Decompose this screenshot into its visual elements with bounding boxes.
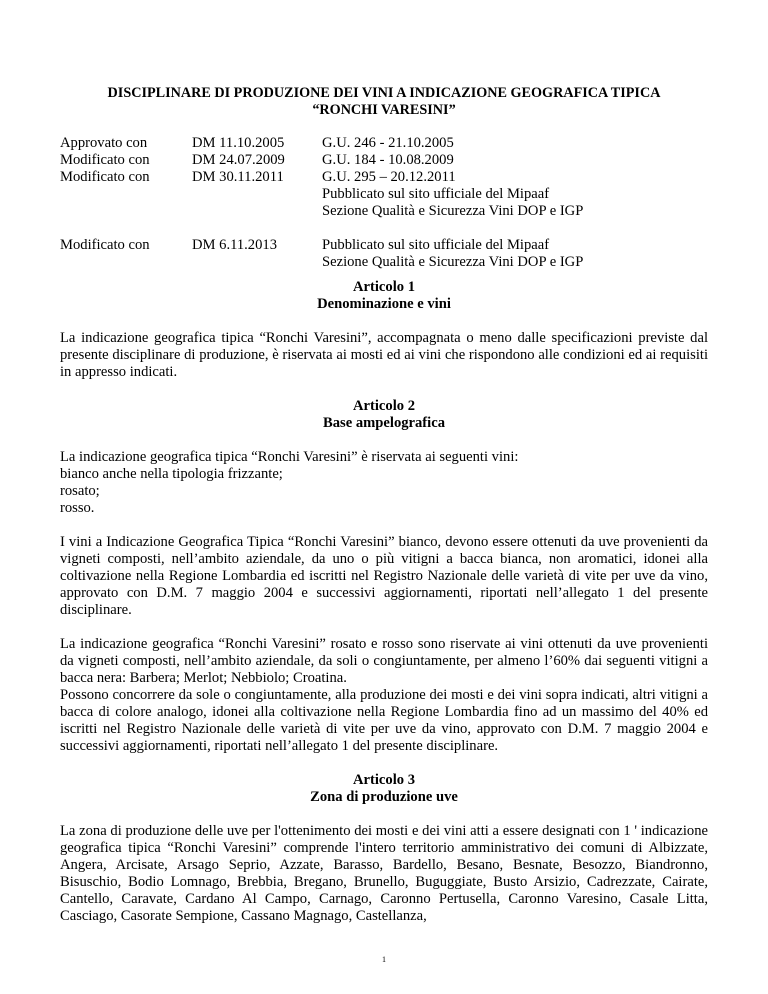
approval-label: Approvato con <box>60 135 148 151</box>
title-line-1: DISCIPLINARE DI PRODUZIONE DEI VINI A INDICAZIONE GEOGRAFICA TIPICA <box>107 85 661 101</box>
wine-type: bianco anche nella tipologia frizzante; <box>60 466 283 482</box>
article-2-intro <box>60 449 708 517</box>
document-title <box>60 85 708 119</box>
approval-gazette: G.U. 184 - 10.08.2009 <box>322 152 454 168</box>
article-2-heading <box>60 398 708 432</box>
page-number: 1 <box>382 955 386 964</box>
approval-gazette <box>322 237 583 271</box>
title-line-2: “RONCHI VARESINI” <box>312 102 456 118</box>
approval-decree: DM 6.11.2013 <box>192 237 277 253</box>
approval-gazette-line: Sezione Qualità e Sicurezza Vini DOP e IGP <box>322 203 584 219</box>
article-1-heading <box>60 279 708 313</box>
article-2-para-1 <box>60 534 708 619</box>
approval-decree: DM 11.10.2005 <box>192 135 285 151</box>
approval-row <box>60 152 680 169</box>
article-number: Articolo 1 <box>352 279 415 295</box>
approval-gazette-line: G.U. 295 – 20.12.2011 <box>322 169 456 185</box>
approval-label: Modificato con <box>60 169 150 185</box>
approval-label: Modificato con <box>60 237 150 253</box>
approval-row <box>60 135 680 152</box>
article-number: Articolo 3 <box>352 772 415 788</box>
article-title: Zona di produzione uve <box>310 789 458 805</box>
wine-type: rosso. <box>60 500 95 516</box>
paragraph: La zona di produzione delle uve per l'ottenimento dei mosti e dei vini atti a essere designati con 1 ' indicazione geografica tipica “Ronchi Varesini” comprende l'intero territorio amministrativo dei comuni di Albizzate, Angera, Arcisate, Arsago Seprio, Azzate, Barasso, Bardello, Besano, Besnate, Besozzo, Biandronno, Bisuschio, Bodio Lomnago, Brebbia, Bregano, Brunello, Buguggiate, Busto Arsizio, Cadrezzate, Cairate, Cantello, Caravate, Cardano Al Campo, Carnago, Caronno Pertusella, Caronno Varesino, Casale Litta, Casciago, Casorate Sempione, Cassano Magnago, Castellanza, <box>60 823 708 924</box>
approval-decree: DM 24.07.2009 <box>192 152 285 168</box>
approval-label: Modificato con <box>60 152 150 168</box>
wine-type: rosato; <box>60 483 100 499</box>
approval-row <box>60 169 680 237</box>
approval-gazette-line: Sezione Qualità e Sicurezza Vini DOP e IGP <box>322 254 584 270</box>
article-3-text <box>60 823 708 925</box>
paragraph: Possono concorrere da sole o congiuntamente, alla produzione dei mosti e dei vini sopra indicati, altri vitigni a bacca di colore analogo, idonei alla coltivazione nella Regione Lombardia fino ad un massimo del 40% ed iscritti nel Registro Nazionale delle varietà di vite per uve da vino, approvato con D.M. 7 maggio 2004 e successivi aggiornamenti, riportati nell’allegato 1 del presente disciplinare. <box>60 687 708 754</box>
paragraph: La indicazione geografica tipica “Ronchi Varesini” è riservata ai seguenti vini: <box>60 449 519 465</box>
approval-gazette <box>322 169 583 220</box>
paragraph: La indicazione geografica “Ronchi Varesini” rosato e rosso sono riservate ai vini ottenuti da uve provenienti da vigneti composti, nell’ambito aziendale, da soli o congiuntamente, per almeno l’60% dai seguenti vitigni a bacca nera: Barbera; Merlot; Nebbiolo; Croatina. <box>60 636 708 686</box>
approval-gazette-line: Pubblicato sul sito ufficiale del Mipaaf <box>322 186 550 202</box>
article-3-heading <box>60 772 708 806</box>
article-title: Denominazione e vini <box>317 296 451 312</box>
approval-decree: DM 30.11.2011 <box>192 169 284 185</box>
article-2-para-2 <box>60 636 708 755</box>
article-number: Articolo 2 <box>352 398 415 414</box>
paragraph: La indicazione geografica tipica “Ronchi Varesini”, accompagnata o meno dalle specificazioni previste dal presente disciplinare di produzione, è riservata ai mosti ed ai vini che rispondono alle condizioni ed ai requisiti in appresso indicati. <box>60 330 708 380</box>
article-1-text <box>60 330 708 381</box>
approval-row <box>60 237 680 270</box>
approval-gazette-line: Pubblicato sul sito ufficiale del Mipaaf <box>322 237 550 253</box>
approval-gazette: G.U. 246 - 21.10.2005 <box>322 135 454 151</box>
article-title: Base ampelografica <box>323 415 445 431</box>
approvals-table <box>60 135 680 270</box>
paragraph: I vini a Indicazione Geografica Tipica “Ronchi Varesini” bianco, devono essere ottenuti da uve provenienti da vigneti composti, nell’ambito aziendale, da uno o più vitigni a bacca bianca, non aromatici, idonei alla coltivazione nella Regione Lombardia ed iscritti nel Registro Nazionale delle varietà di vite per uve da vino, approvato con D.M. 7 maggio 2004 e successivi aggiornamenti, riportati nell’allegato 1 del presente disciplinare. <box>60 534 708 618</box>
